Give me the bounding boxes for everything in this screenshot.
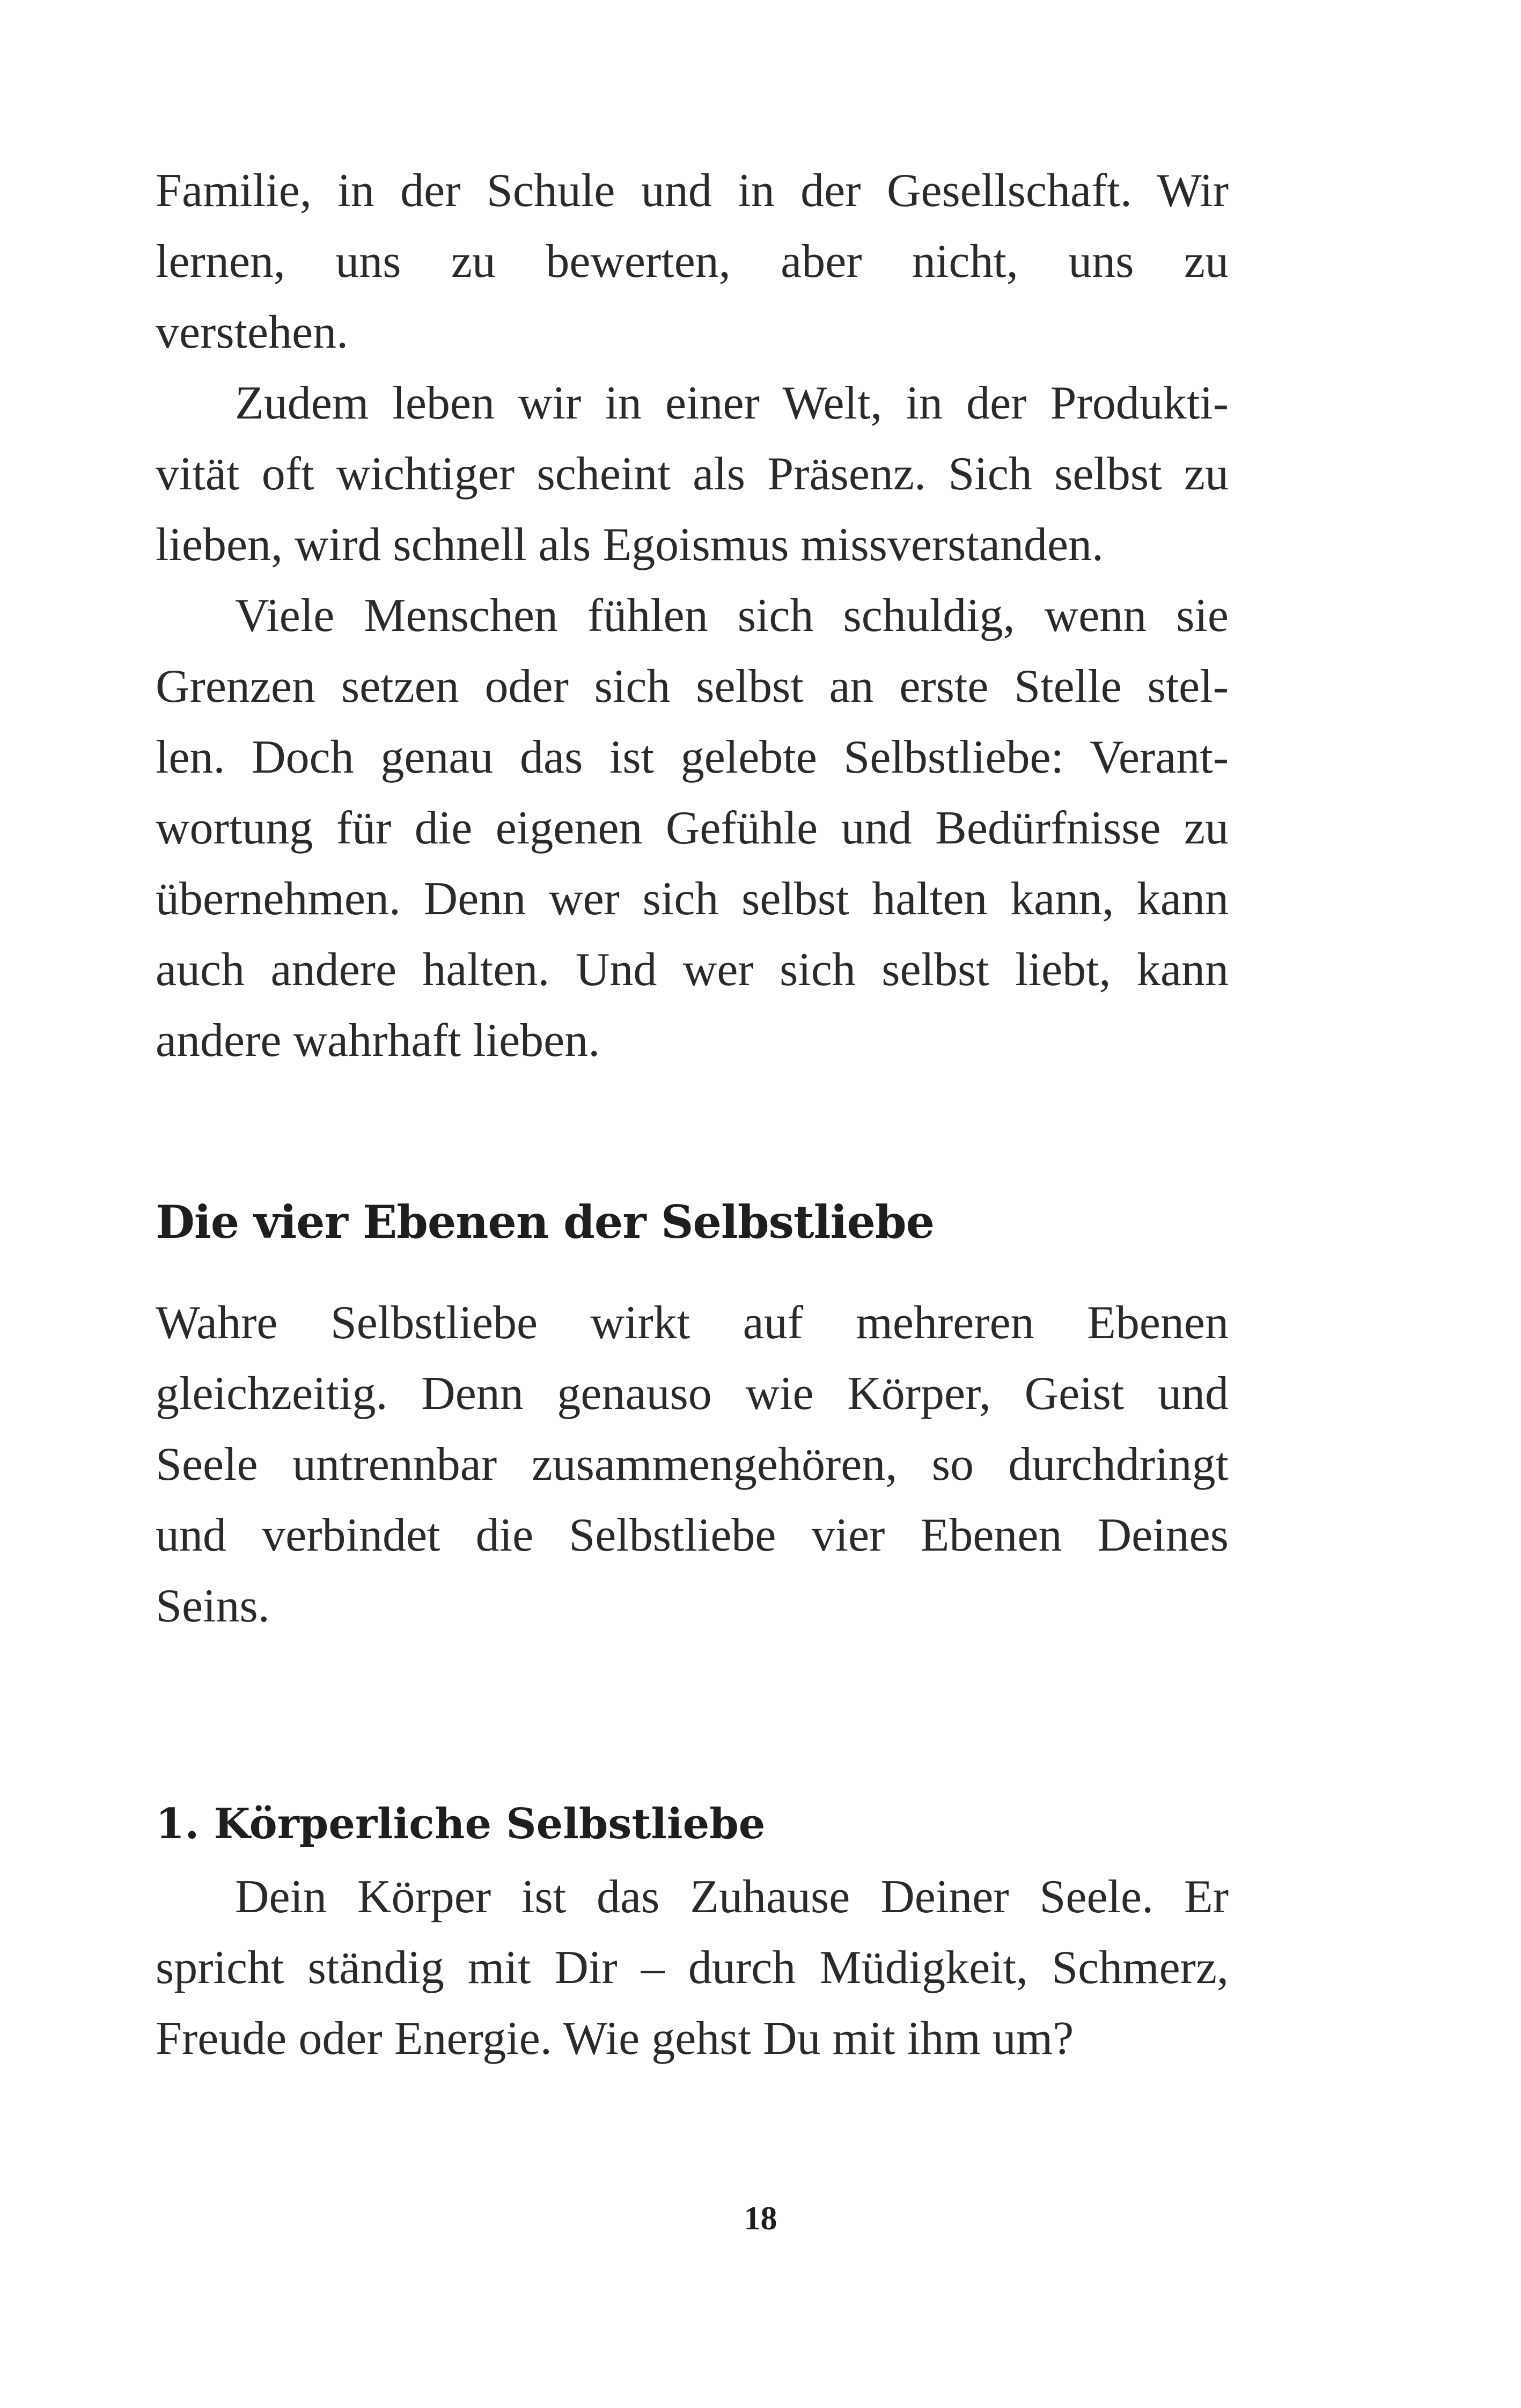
text-line: Seele untrennbar zusammengehören, so durchdringt xyxy=(156,1438,1229,1491)
text-line: verstehen. xyxy=(156,306,349,358)
section-heading: Die vier Ebenen der Selbstliebe xyxy=(156,1195,935,1249)
text-line: auch andere halten. Und wer sich selbst liebt, kann xyxy=(156,944,1229,996)
text-line: lernen, uns zu bewerten, aber nicht, uns zu xyxy=(156,236,1229,288)
text-line: Viele Menschen fühlen sich schuldig, wenn sie xyxy=(235,590,1229,642)
text-line: spricht ständig mit Dir – durch Müdigkeit, Schmerz, xyxy=(156,1942,1229,1994)
text-line: Familie, in der Schule und in der Gesellschaft. Wir xyxy=(156,165,1229,217)
text-line: andere wahrhaft lieben. xyxy=(156,1015,600,1067)
paragraph xyxy=(156,1862,1229,2074)
text-line: Zudem leben wir in einer Welt, in der Produkti- xyxy=(235,377,1229,429)
text-line: vität oft wichtiger scheint als Präsenz. Sich selbst zu xyxy=(156,448,1229,500)
text-line: wortung für die eigenen Gefühle und Bedürfnisse zu xyxy=(156,802,1229,854)
paragraph xyxy=(156,368,1229,581)
text-line: Seins. xyxy=(156,1580,270,1632)
text-line: Wahre Selbstliebe wirkt auf mehreren Ebenen xyxy=(156,1297,1229,1349)
paragraph-continuation xyxy=(156,156,1229,368)
paragraph xyxy=(156,1288,1229,1642)
page-number: 18 xyxy=(744,2200,777,2237)
subsection-heading: 1. Körperliche Selbstliebe xyxy=(156,1800,766,1848)
text-line: lieben, wird schnell als Egoismus missverstanden. xyxy=(156,519,1104,571)
text-line: Dein Körper ist das Zuhause Deiner Seele. Er xyxy=(235,1871,1229,1923)
text-line: Freude oder Energie. Wie gehst Du mit ihm um? xyxy=(156,2013,1074,2065)
text-line: übernehmen. Denn wer sich selbst halten kann, kann xyxy=(156,873,1229,925)
text-line: Grenzen setzen oder sich selbst an erste Stelle stel- xyxy=(156,660,1229,713)
paragraph xyxy=(156,581,1229,1076)
text-line: gleichzeitig. Denn genauso wie Körper, Geist und xyxy=(156,1368,1229,1420)
text-line: und verbindet die Selbstliebe vier Ebenen Deines xyxy=(156,1509,1229,1561)
text-line: len. Doch genau das ist gelebte Selbstliebe: Verant- xyxy=(156,731,1229,783)
